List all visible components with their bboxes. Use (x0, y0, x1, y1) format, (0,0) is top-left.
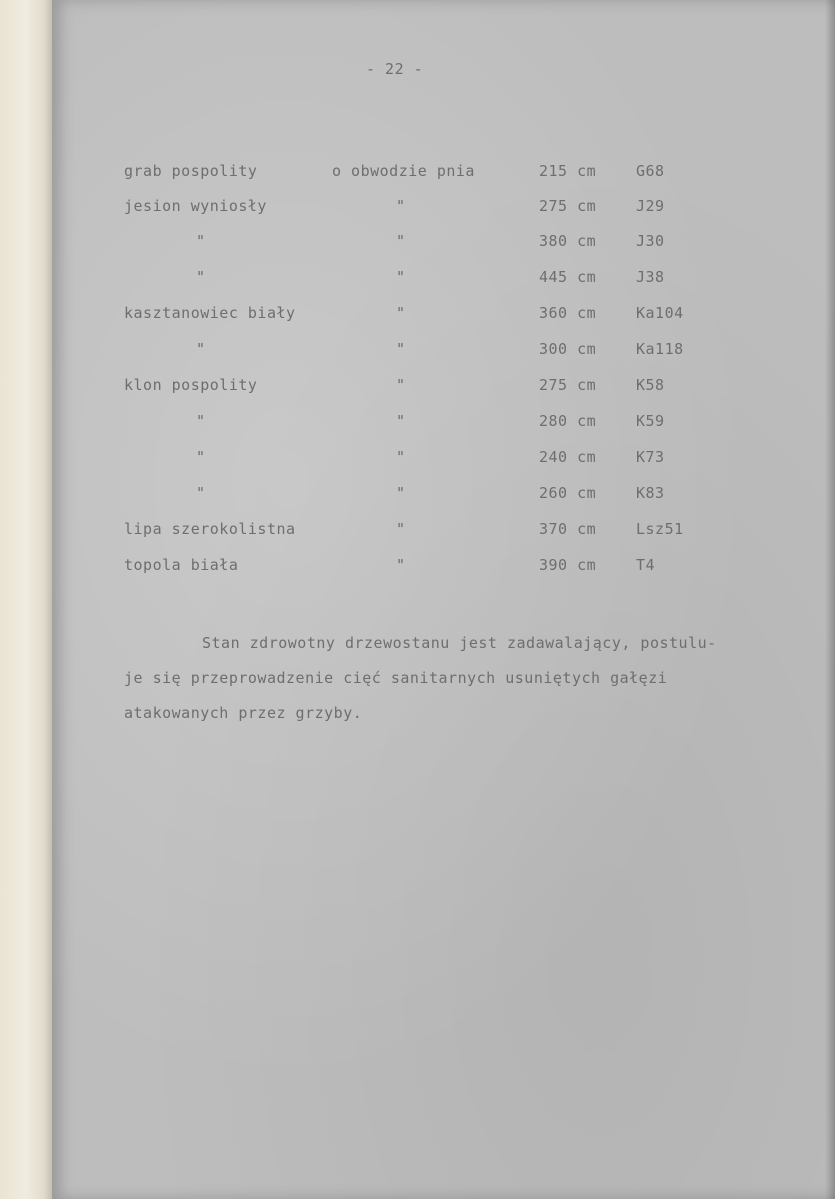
paragraph-line: Stan zdrowotny drzewostanu jest zadawalający, postulu- (202, 634, 717, 652)
tree-name: " (196, 268, 206, 286)
page-edge-shadow (825, 0, 835, 1199)
tree-name: klon pospolity (124, 376, 258, 394)
tree-name: " (196, 232, 206, 250)
measure-label: " (396, 232, 406, 250)
tree-number: Ka118 (636, 340, 684, 358)
tree-number: K58 (636, 376, 665, 394)
health-status-paragraph (124, 626, 814, 731)
circumference: 380 cm (539, 232, 597, 250)
tree-number: G68 (636, 162, 665, 180)
tree-name: kasztanowiec biały (124, 304, 296, 322)
circumference: 300 cm (539, 340, 597, 358)
tree-number: K73 (636, 448, 665, 466)
circumference: 275 cm (539, 197, 597, 215)
circumference: 240 cm (539, 448, 597, 466)
circumference: 360 cm (539, 304, 597, 322)
circumference: 215 cm (539, 162, 597, 180)
tree-number: J38 (636, 268, 665, 286)
measure-label: o obwodzie pnia (332, 162, 475, 180)
tree-name: lipa szerokolistna (124, 520, 296, 538)
tree-name: grab pospolity (124, 162, 258, 180)
circumference: 280 cm (539, 412, 597, 430)
measure-label: " (396, 197, 406, 215)
tree-number: J30 (636, 232, 665, 250)
tree-name: topola biała (124, 556, 239, 574)
circumference: 260 cm (539, 484, 597, 502)
tree-number: J29 (636, 197, 665, 215)
page-number: - 22 - (366, 60, 424, 78)
tree-number: T4 (636, 556, 656, 574)
tree-number: K83 (636, 484, 665, 502)
tree-name: " (196, 340, 206, 358)
measure-label: " (396, 484, 406, 502)
circumference: 445 cm (539, 268, 597, 286)
circumference: 390 cm (539, 556, 597, 574)
measure-label: " (396, 412, 406, 430)
paragraph-line: atakowanych przez grzyby. (124, 704, 363, 722)
tree-number: Lsz51 (636, 520, 684, 538)
measure-label: " (396, 556, 406, 574)
measure-label: " (396, 268, 406, 286)
measure-label: " (396, 304, 406, 322)
tree-name: " (196, 412, 206, 430)
paragraph-line: je się przeprowadzenie cięć sanitarnych usuniętych gałęzi (124, 669, 668, 687)
tree-name: " (196, 484, 206, 502)
tree-name: jesion wyniosły (124, 197, 267, 215)
tree-name: " (196, 448, 206, 466)
tree-number: Ka104 (636, 304, 684, 322)
circumference: 275 cm (539, 376, 597, 394)
measure-label: " (396, 376, 406, 394)
tree-number: K59 (636, 412, 665, 430)
circumference: 370 cm (539, 520, 597, 538)
measure-label: " (396, 340, 406, 358)
measure-label: " (396, 448, 406, 466)
measure-label: " (396, 520, 406, 538)
